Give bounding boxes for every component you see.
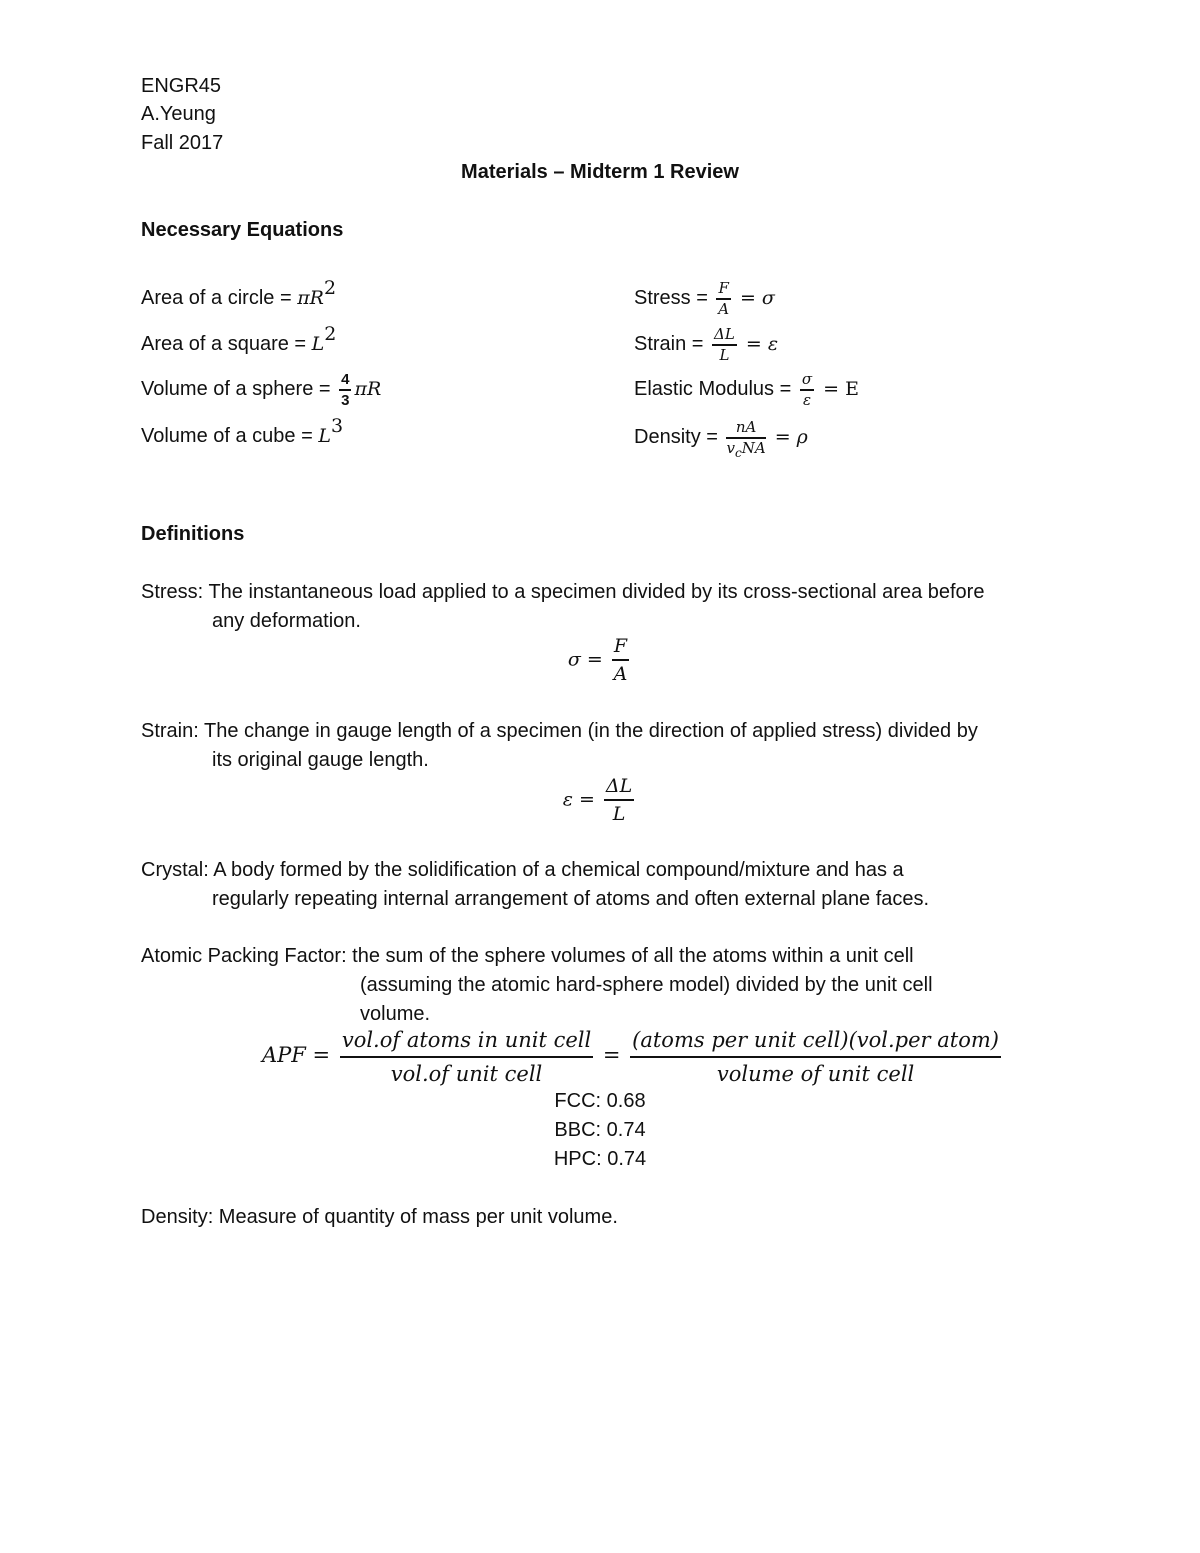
crystal-definition: Crystal: A body formed by the solidification of a chemical compound/mixture and has a regularly repeating internal arrangement of atoms and often external plane faces. [141, 859, 930, 910]
apf-bcc-value: BBC: 0.74 [554, 1119, 646, 1141]
apf-hcp-value: HPC: 0.74 [553, 1148, 647, 1170]
circle-area-equation: Area of a circle = $\pi R^2$ [141, 277, 337, 309]
density-definition: Density: Measure of quantity of mass per unit volume. [141, 1206, 618, 1228]
apf-term: Atomic Packing Factor: [141, 945, 347, 967]
term: Fall 2017 [141, 132, 224, 154]
course-code: ENGR45 [141, 75, 222, 97]
stress-formula: σ = $\frac{F}{A}$ [567, 635, 628, 685]
strain-term: Strain: [141, 720, 199, 742]
strain-equation: Strain = $\frac{\Delta L}{L}$ = ε [634, 324, 779, 364]
definitions-heading: Definitions [141, 523, 245, 545]
equations-heading: Necessary Equations [141, 219, 344, 241]
stress-equation: Stress = $\frac{F}{A}$ = σ [634, 278, 775, 318]
strain-definition: Strain: The change in gauge length of a specimen (in the direction of applied stress) divided by its original gauge length. [141, 720, 978, 771]
page-title: Materials – Midterm 1 Review [461, 161, 739, 183]
author-name: A.Yeung [141, 103, 216, 125]
elastic-modulus-equation: Elastic Modulus = $\frac{\sigma}{\varepsilon}$ = E [634, 369, 859, 409]
cube-volume-equation: Volume of a cube = $L^3$ [141, 415, 344, 447]
crystal-term: Crystal: [141, 859, 209, 881]
stress-term: Stress: [141, 581, 204, 603]
stress-definition: Stress: The instantaneous load applied to a specimen divided by its cross-sectional area before any deformation. [141, 581, 985, 632]
apf-fcc-value: FCC: 0.68 [554, 1090, 646, 1112]
square-area-equation: Area of a square = $L^2$ [141, 323, 337, 355]
sphere-volume-equation: Volume of a sphere = $\frac{4}{3}$ πR [141, 370, 382, 409]
apf-formula: APF = $\frac{\text{vol.of atoms in unit cell}}{\text{vol.of unit cell}}$ = $\frac{\text{(atoms per unit cell)(vol.per atom)}}{\text{volume of unit cell}}$ [262, 1024, 1004, 1089]
strain-formula: ε = $\frac{\Delta L}{L}$ [562, 775, 633, 825]
density-term: Density: [141, 1206, 214, 1228]
apf-values [0, 1087, 1200, 1174]
apf-definition: Atomic Packing Factor: the sum of the sphere volumes of all the atoms within a unit cell (assuming the atomic hard-sphere model) divided by the unit cell volume. [141, 945, 933, 1025]
density-equation: Density = $\frac{nA}{v_cNA}$ = ρ [634, 417, 808, 460]
